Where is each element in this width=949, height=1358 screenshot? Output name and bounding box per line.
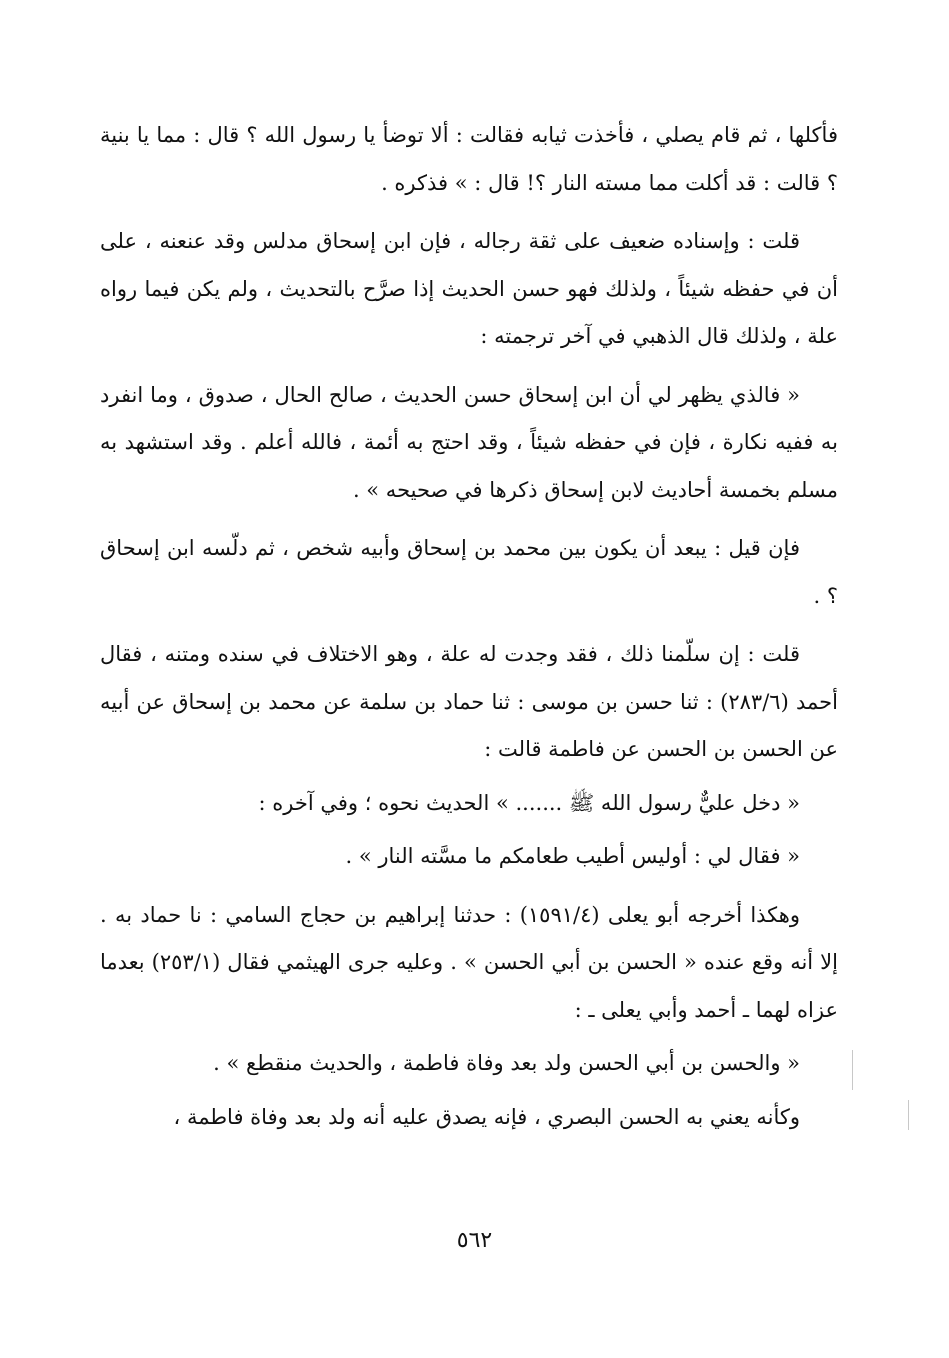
paragraph-dhahabi-quote: « فالذي يظهر لي أن ابن إسحاق حسن الحديث ، صالح الحال ، صدوق ، وما انفرد به ففيه نكارة ، فإن في حفظه شيئاً ، وقد احتج به أئمة ، فالله أعلم . وقد استشهد به مسلم بخمسة أحاديث لابن إسحاق ذكرها في صحيحه » . <box>100 382 838 502</box>
paragraph-response: قلت : إن سلّمنا ذلك ، فقد وجدت له علة ، وهو الاختلاف في سنده ومتنه ، فقال أحمد (٢٨٣/٦) : ثنا حسن بن موسى : ثنا حماد بن سلمة عن محمد بن إسحاق عن أبيه عن الحسن بن الحسن عن فاطمة قالت : <box>100 642 838 761</box>
paragraph-abu-yala: وهكذا أخرجه أبو يعلى (١٥٩١/٤) : حدثنا إبراهيم بن حجاج السامي : نا حماد به . إلا أنه وقع عنده « الحسن بن أبي الحسن » . وعليه جرى الهيثمي فقال (٢٥٣/١) بعدما عزاه لهما ـ أحمد وأبي يعلى ـ : <box>100 902 838 1022</box>
paragraph-hadith-ending: « فقال لي : أوليس أطيب طعامكم ما مسَّته النار » . <box>345 844 800 868</box>
scan-margin-mark <box>908 1100 909 1130</box>
paragraph-continuation: فأكلها ، ثم قام يصلي ، فأخذت ثيابه فقالت : ألا توضأ يا رسول الله ؟ قال : مما يا بنية ؟ قالت : قد أكلت مما مسته النار ؟! قال : » فذكره . <box>100 123 838 195</box>
paragraph-objection: فإن قيل : يبعد أن يكون بين محمد بن إسحاق وأبيه شخص ، ثم دلّسه ابن إسحاق ؟ . <box>100 536 838 608</box>
paragraph-final: وكأنه يعني به الحسن البصري ، فإنه يصدق عليه أنه ولد بعد وفاة فاطمة ، <box>173 1104 800 1129</box>
paragraph-hadith-quote: « دخل عليٌّ رسول الله ﷺ ....... » الحديث نحوه ؛ وفي آخره : <box>258 790 800 815</box>
page-number: ٥٦٢ <box>456 1228 493 1253</box>
scan-margin-mark <box>852 1050 853 1090</box>
paragraph-haythami-quote: « والحسن بن أبي الحسن ولد بعد وفاة فاطمة ، والحديث منقطع » . <box>213 1051 800 1075</box>
paragraph-author-comment: قلت : وإسناده ضعيف على ثقة رجاله ، فإن ابن إسحاق مدلس وقد عنعنه ، على أن في حفظه شيئاً ، ولذلك فهو حسن الحديث إذا صرَّح بالتحديث ، ولم يكن فيما رواه علة ، ولذلك قال الذهبي في آخر ترجمته : <box>100 229 838 348</box>
page-body <box>100 112 838 1141</box>
